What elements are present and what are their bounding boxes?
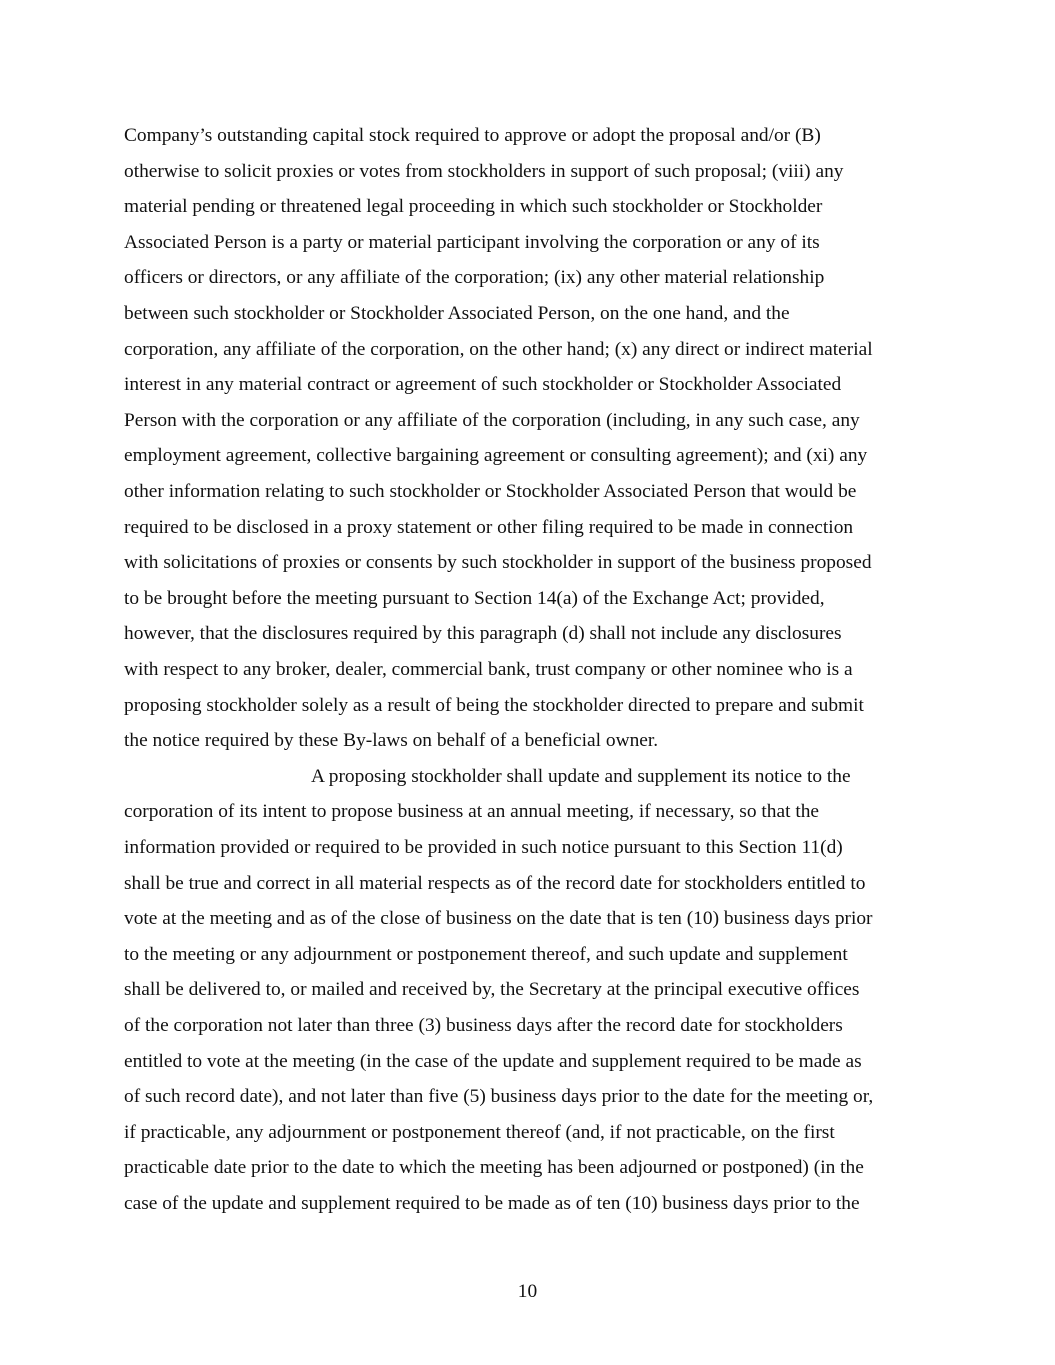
text-line: officers or directors, or any affiliate of the corporation; (ix) any other material relationship bbox=[124, 267, 825, 289]
text-line: A proposing stockholder shall update and supplement its notice to the bbox=[311, 765, 851, 787]
text-line: if practicable, any adjournment or postponement thereof (and, if not practicable, on the first bbox=[124, 1121, 835, 1143]
text-line: between such stockholder or Stockholder Associated Person, on the one hand, and the bbox=[124, 303, 790, 324]
text-line: Company’s outstanding capital stock required to approve or adopt the proposal and/or (B) bbox=[124, 125, 821, 146]
text-line: information provided or required to be provided in such notice pursuant to this Section 11(d) bbox=[124, 837, 843, 858]
text-line: corporation, any affiliate of the corporation, on the other hand; (x) any direct or indirect material bbox=[124, 338, 873, 360]
text-line: proposing stockholder solely as a result of being the stockholder directed to prepare and submit bbox=[124, 694, 864, 716]
text-line: of such record date), and not later than five (5) business days prior to the date for the meeting or, bbox=[124, 1086, 874, 1108]
text-line: required to be disclosed in a proxy statement or other filing required to be made in connection bbox=[124, 516, 854, 538]
text-line: case of the update and supplement required to be made as of ten (10) business days prior to the bbox=[124, 1193, 860, 1214]
text-line: however, that the disclosures required by this paragraph (d) shall not include any disclosures bbox=[124, 623, 842, 645]
text-line: Person with the corporation or any affiliate of the corporation (including, in any such case, any bbox=[124, 409, 860, 431]
text-line: practicable date prior to the date to which the meeting has been adjourned or postponed) (in the bbox=[124, 1157, 864, 1179]
text-line: with respect to any broker, dealer, commercial bank, trust company or other nominee who is a bbox=[124, 659, 853, 680]
text-line: with solicitations of proxies or consents by such stockholder in support of the business proposed bbox=[124, 552, 872, 574]
text-line: shall be delivered to, or mailed and received by, the Secretary at the principal executive offices bbox=[124, 979, 860, 1001]
text-line: vote at the meeting and as of the close of business on the date that is ten (10) business days prior bbox=[124, 908, 873, 930]
page-number: 10 bbox=[517, 1281, 538, 1302]
text-line: shall be true and correct in all material respects as of the record date for stockholders entitled to bbox=[124, 872, 866, 894]
text-line: otherwise to solicit proxies or votes from stockholders in support of such proposal; (viii) any bbox=[124, 160, 844, 182]
text-line: to be brought before the meeting pursuant to Section 14(a) of the Exchange Act; provided, bbox=[124, 587, 825, 609]
text-line: of the corporation not later than three (3) business days after the record date for stockholders bbox=[124, 1015, 843, 1036]
text-line: interest in any material contract or agreement of such stockholder or Stockholder Associated bbox=[124, 374, 842, 396]
text-line: the notice required by these By-laws on behalf of a beneficial owner. bbox=[124, 730, 659, 752]
text-line: to the meeting or any adjournment or postponement thereof, and such update and supplement bbox=[124, 943, 848, 965]
text-line: material pending or threatened legal proceeding in which such stockholder or Stockholder bbox=[124, 196, 823, 218]
text-line: other information relating to such stockholder or Stockholder Associated Person that would be bbox=[124, 481, 857, 502]
text-line: employment agreement, collective bargaining agreement or consulting agreement); and (xi) any bbox=[124, 445, 868, 467]
text-line: entitled to vote at the meeting (in the case of the update and supplement required to be made as bbox=[124, 1050, 862, 1072]
text-line: corporation of its intent to propose business at an annual meeting, if necessary, so that the bbox=[124, 801, 820, 823]
text-line: Associated Person is a party or material participant involving the corporation or any of its bbox=[124, 231, 820, 253]
